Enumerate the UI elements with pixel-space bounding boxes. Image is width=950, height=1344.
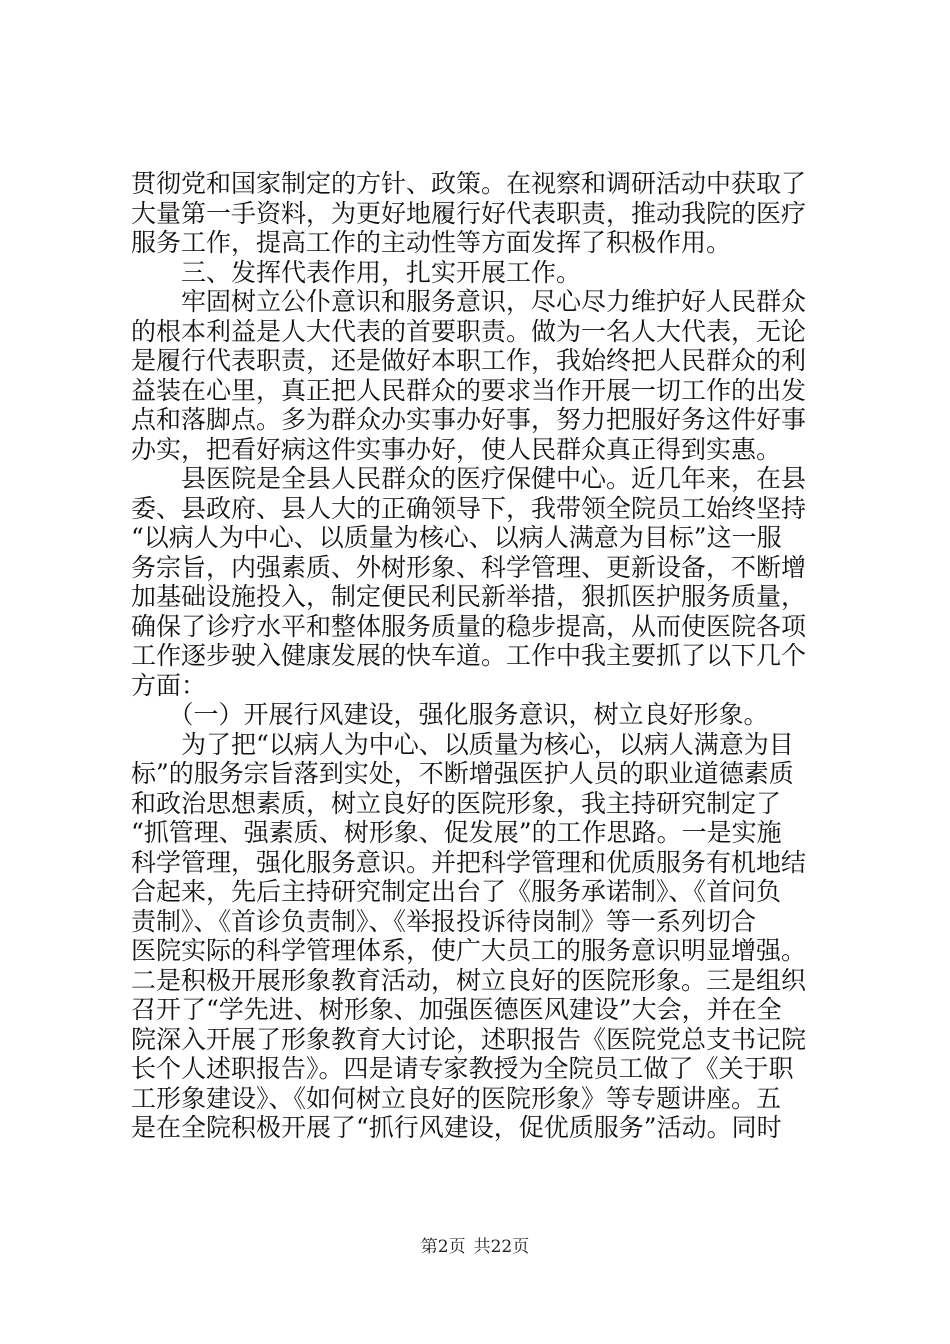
text-line: 点和落脚点。多为群众办实事办好事，努力把服好务这件好事 <box>131 405 807 434</box>
text-line: 责制》、《首诊负责制》、《举报投诉待岗制》等一系列切合 <box>131 906 757 936</box>
text-line: 委、县政府、县人大的正确领导下，我带领全院员工始终坚持 <box>131 493 807 523</box>
text-line: “抓管理、强素质、树形象、促发展”的工作思路。一是实施 <box>131 818 782 847</box>
text-line: 贯彻党和国家制定的方针、政策。在视察和调研活动中获取了 <box>131 169 807 198</box>
text-line: 院深入开展了形象教育大讨论，述职报告《医院党总支书记院 <box>131 1024 807 1054</box>
text-line: 办实，把看好病这件实事办好，使人民群众真正得到实惠。 <box>131 434 782 464</box>
text-line: 县医院是全县人民群众的医疗保健中心。近几年来，在县 <box>131 464 807 493</box>
page-total: 共22页 <box>473 1237 530 1257</box>
text-line: 牢固树立公仆意识和服务意识，尽心尽力维护好人民群众 <box>131 287 807 316</box>
text-line: 和政治思想素质，树立良好的医院形象，我主持研究制定了 <box>131 788 782 818</box>
text-line: 科学管理，强化服务意识。并把科学管理和优质服务有机地结 <box>131 847 807 877</box>
text-line: 的根本利益是人大代表的首要职责。做为一名人大代表，无论 <box>131 316 807 346</box>
text-line: 召开了“学先进、树形象、加强医德医风建设”大会，并在全 <box>131 995 782 1024</box>
text-line: 务宗旨，内强素质、外树形象、科学管理、更新设备，不断增 <box>131 552 807 582</box>
text-line: 大量第一手资料，为更好地履行好代表职责，推动我院的医疗 <box>131 198 807 228</box>
text-line: 确保了诊疗水平和整体服务质量的稳步提高，从而使医院各项 <box>131 611 807 641</box>
text-line: 是履行代表职责，还是做好本职工作，我始终把人民群众的利 <box>131 346 807 375</box>
document-body <box>131 169 831 1143</box>
text-line: 长个人述职报告》。四是请专家教授为全院员工做了《关于职 <box>131 1054 794 1083</box>
page-number: 第2页 <box>420 1237 466 1257</box>
text-line: 为了把“以病人为中心、以质量为核心，以病人满意为目 <box>131 729 794 759</box>
text-line: 二是积极开展形象教育活动，树立良好的医院形象。三是组织 <box>131 965 807 995</box>
text-line: 标”的服务宗旨落到实处，不断增强医护人员的职业道德素质 <box>131 759 794 788</box>
text-line: 是在全院积极开展了“抓行风建设，促优质服务”活动。同时 <box>131 1113 782 1142</box>
text-line: 益装在心里，真正把人民群众的要求当作开展一切工作的出发 <box>131 375 807 405</box>
text-line: 加基础设施投入，制定便民利民新举措，狠抓医护服务质量， <box>131 582 807 611</box>
subsection-heading: （一）开展行风建设，强化服务意识，树立良好形象。 <box>131 700 769 729</box>
section-heading: 三、发挥代表作用，扎实开展工作。 <box>131 257 582 287</box>
text-line: 合起来，先后主持研究制定出台了《服务承诺制》、《首问负 <box>131 877 782 906</box>
text-line: 工作逐步驶入健康发展的快车道。工作中我主要抓了以下几个 <box>131 641 807 670</box>
text-line: 服务工作，提高工作的主动性等方面发挥了积极作用。 <box>131 228 732 257</box>
page-footer <box>0 1236 950 1258</box>
text-line: 医院实际的科学管理体系，使广大员工的服务意识明显增强。 <box>131 936 807 965</box>
text-line: 方面： <box>131 670 207 700</box>
text-line: 工形象建设》、《如何树立良好的医院形象》等专题讲座。五 <box>131 1083 782 1113</box>
text-line: “以病人为中心、以质量为核心、以病人满意为目标”这一服 <box>131 523 782 552</box>
